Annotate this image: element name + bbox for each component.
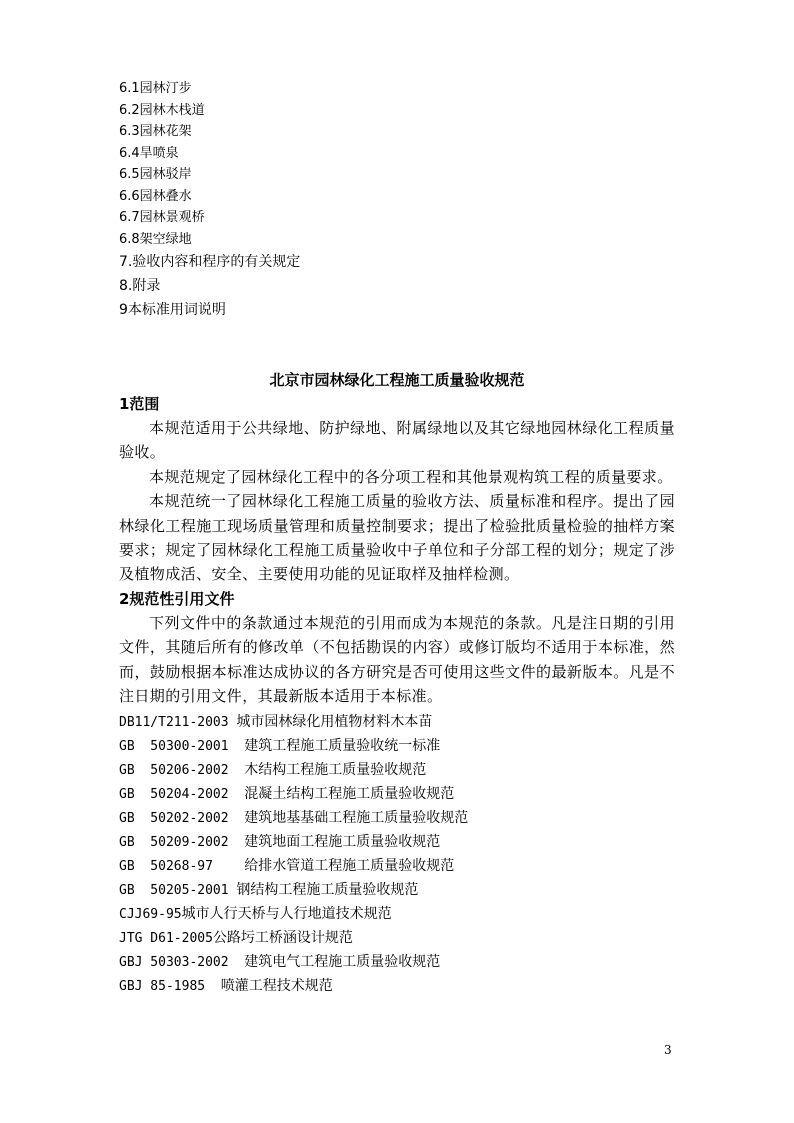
reference-item xyxy=(119,806,675,830)
reference-item xyxy=(119,710,675,734)
toc-item: 6.8架空绿地 xyxy=(119,231,192,247)
reference-title: 木结构工程施工质量验收规范 xyxy=(244,762,427,779)
reference-title: 混凝土结构工程施工质量验收规范 xyxy=(244,786,455,803)
reference-code: GB 50209-2002 xyxy=(119,835,245,851)
reference-title: 建筑地面工程施工质量验收规范 xyxy=(244,834,441,851)
reference-title: 公路圬工桥涵设计规范 xyxy=(212,930,353,947)
toc-item: 9本标准用词说明 xyxy=(119,302,226,318)
reference-code: GBJ 50303-2002 xyxy=(119,955,245,971)
reference-title: 建筑电气工程施工质量验收规范 xyxy=(244,954,441,971)
reference-title: 给排水管道工程施工质量验收规范 xyxy=(244,858,455,875)
page-number: 3 xyxy=(664,1043,672,1057)
reference-code: GBJ 85-1985 xyxy=(119,979,221,995)
toc-item: 6.6园林叠水 xyxy=(119,188,192,204)
toc-item: 6.3园林花架 xyxy=(119,124,192,139)
reference-item xyxy=(119,854,675,878)
toc-item: 7.验收内容和程序的有关规定 xyxy=(119,254,301,270)
toc-item: 6.4旱喷泉 xyxy=(119,145,179,161)
reference-item xyxy=(119,758,675,782)
reference-title: 喷灌工程技术规范 xyxy=(220,978,333,995)
reference-title: 建筑工程施工质量验收统一标准 xyxy=(244,738,441,755)
reference-code: GB 50205-2001 xyxy=(119,883,237,899)
reference-item xyxy=(119,926,675,950)
reference-title: 建筑地基基础工程施工质量验收规范 xyxy=(244,810,469,827)
reference-code: GB 50204-2002 xyxy=(119,787,245,803)
toc-item: 8.附录 xyxy=(119,278,161,294)
paragraph: 本规范统一了园林绿化工程施工质量的验收方法、质量标准和程序。提出了园林绿化工程施工现场质量管理和质量控制要求；提出了检验批质量检验的抽样方案要求；规定了园林绿化工程施工质量验收中子单位和子分部工程的划分；规定了涉及植物成活、安全、主要使用功能的见证取样及抽样检测。 xyxy=(119,492,675,584)
reference-code: CJJ69-95 xyxy=(119,907,182,923)
paragraph: 下列文件中的条款通过本规范的引用而成为本规范的条款。凡是注日期的引用文件，其随后所有的修改单（不包括勘误的内容）或修订版均不适用于本标准，然而，鼓励根据本标准达成协议的各方研究是否可使用这些文件的最新版本。凡是不注日期的引用文件，其最新版本适用于本标准。 xyxy=(119,613,675,706)
reference-title: 城市园林绿化用植物材料木本苗 xyxy=(236,714,433,731)
table-of-contents xyxy=(119,78,679,322)
toc-item: 6.2园林木栈道 xyxy=(119,102,205,118)
toc-item: 6.7园林景观桥 xyxy=(119,210,205,225)
reference-item xyxy=(119,830,675,854)
reference-code: GB 50268-97 xyxy=(119,859,245,875)
reference-title: 钢结构工程施工质量验收规范 xyxy=(236,882,419,899)
paragraph: 本规范适用于公共绿地、防护绿地、附属绿地以及其它绿地园林绿化工程质量验收。 xyxy=(119,419,675,462)
reference-list xyxy=(119,710,675,998)
toc-item: 6.5园林驳岸 xyxy=(119,167,192,182)
reference-item xyxy=(119,878,675,902)
reference-code: DB11/T211-2003 xyxy=(119,715,237,731)
reference-item xyxy=(119,902,675,926)
reference-code: GB 50300-2001 xyxy=(119,739,245,755)
reference-code: JTG D61-2005 xyxy=(119,931,213,947)
reference-code: GB 50206-2002 xyxy=(119,763,245,779)
toc-item: 6.1园林汀步 xyxy=(119,81,192,96)
section-heading-scope: 1范围 xyxy=(119,395,160,413)
section-heading-references: 2规范性引用文件 xyxy=(119,589,235,608)
reference-item xyxy=(119,734,675,758)
paragraph: 本规范规定了园林绿化工程中的各分项工程和其他景观构筑工程的质量要求。 xyxy=(149,467,673,486)
reference-code: GB 50202-2002 xyxy=(119,811,245,827)
reference-item xyxy=(119,782,675,806)
document-body xyxy=(119,392,675,998)
reference-item xyxy=(119,950,675,974)
reference-item xyxy=(119,974,675,998)
document-title: 北京市园林绿化工程施工质量验收规范 xyxy=(269,371,525,389)
reference-title: 城市人行天桥与人行地道技术规范 xyxy=(181,906,392,923)
